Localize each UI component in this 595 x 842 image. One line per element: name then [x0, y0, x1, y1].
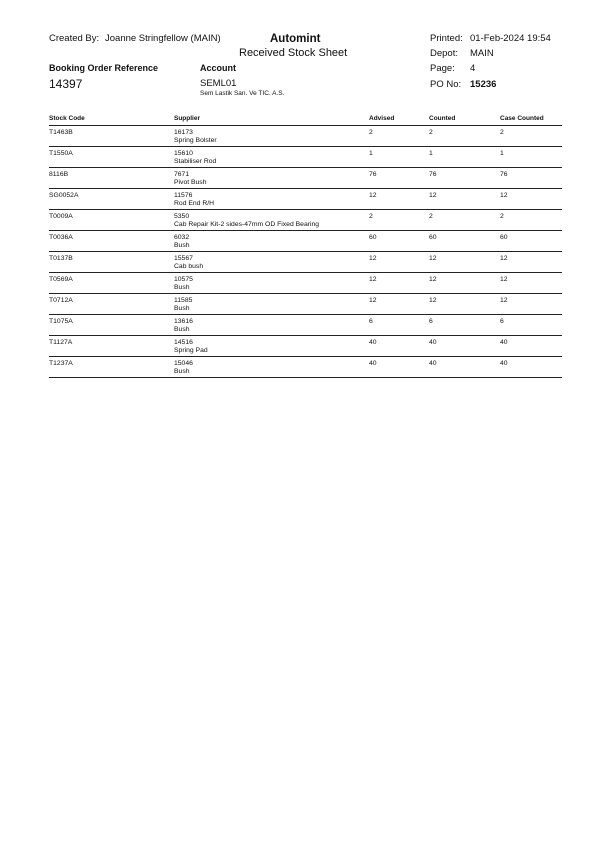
description-cell: Bush	[174, 284, 190, 291]
supplier-cell: 16173	[174, 129, 193, 136]
stock-code-cell: T0712A	[49, 297, 73, 304]
table-row	[49, 210, 562, 231]
stock-code-cell: T1237A	[49, 360, 73, 367]
table-row	[49, 231, 562, 252]
case-counted-cell: 60	[500, 234, 508, 241]
advised-cell: 1	[369, 150, 373, 157]
supplier-cell: 11585	[174, 297, 193, 304]
counted-cell: 6	[429, 318, 433, 325]
account-name: Sem Lastik San. Ve TIC. A.S.	[200, 90, 285, 97]
supplier-cell: 11576	[174, 192, 193, 199]
table-row	[49, 273, 562, 294]
stock-code-cell: T1463B	[49, 129, 73, 136]
advised-cell: 2	[369, 213, 373, 220]
counted-cell: 12	[429, 255, 437, 262]
advised-cell: 12	[369, 276, 377, 283]
created-by-value: Joanne Stringfellow (MAIN)	[105, 33, 221, 44]
case-counted-cell: 12	[500, 255, 508, 262]
table-row	[49, 168, 562, 189]
counted-cell: 76	[429, 171, 437, 178]
sheet-title: Received Stock Sheet	[239, 47, 348, 59]
description-cell: Cab bush	[174, 263, 204, 270]
advised-cell: 12	[369, 297, 377, 304]
advised-cell: 12	[369, 192, 377, 199]
supplier-cell: 15567	[174, 255, 193, 262]
col-advised: Advised	[369, 115, 395, 122]
counted-cell: 1	[429, 150, 433, 157]
description-cell: Bush	[174, 326, 190, 333]
printed-label: Printed:	[430, 33, 463, 44]
case-counted-cell: 76	[500, 171, 508, 178]
counted-cell: 12	[429, 297, 437, 304]
counted-cell: 40	[429, 360, 437, 367]
supplier-cell: 13616	[174, 318, 193, 325]
supplier-cell: 10575	[174, 276, 193, 283]
col-supplier: Supplier	[174, 115, 201, 122]
table-row	[49, 189, 562, 210]
col-case-counted: Case Counted	[500, 115, 544, 122]
description-cell: Pivot Bush	[174, 179, 207, 186]
stock-code-cell: T0036A	[49, 234, 73, 241]
depot-label: Depot:	[430, 48, 458, 59]
created-by-label: Created By:	[49, 33, 100, 44]
table-row	[49, 336, 562, 357]
table-row	[49, 147, 562, 168]
supplier-cell: 7671	[174, 171, 190, 178]
advised-cell: 76	[369, 171, 377, 178]
table-row	[49, 252, 562, 273]
printed-value: 01-Feb-2024 19:54	[470, 33, 551, 44]
case-counted-cell: 2	[500, 129, 504, 136]
page-label: Page:	[430, 63, 455, 74]
stock-code-cell: SG0052A	[49, 192, 79, 199]
advised-cell: 60	[369, 234, 377, 241]
counted-cell: 12	[429, 192, 437, 199]
stock-code-cell: T1075A	[49, 318, 73, 325]
advised-cell: 12	[369, 255, 377, 262]
table-row	[49, 357, 562, 378]
counted-cell: 12	[429, 276, 437, 283]
description-cell: Cab Repair Kit-2 sides-47mm OD Fixed Bearing	[174, 221, 320, 228]
case-counted-cell: 2	[500, 213, 504, 220]
col-counted: Counted	[429, 115, 456, 122]
stock-table	[49, 126, 562, 378]
advised-cell: 40	[369, 339, 377, 346]
description-cell: Bush	[174, 368, 190, 375]
company-name: Automint	[270, 33, 321, 45]
supplier-cell: 15610	[174, 150, 193, 157]
counted-cell: 2	[429, 129, 433, 136]
supplier-cell: 5350	[174, 213, 190, 220]
case-counted-cell: 6	[500, 318, 504, 325]
case-counted-cell: 12	[500, 192, 508, 199]
case-counted-cell: 40	[500, 360, 508, 367]
stock-code-cell: T1550A	[49, 150, 73, 157]
table-row	[49, 126, 562, 147]
depot-value: MAIN	[470, 48, 494, 59]
advised-cell: 2	[369, 129, 373, 136]
page-value: 4	[470, 63, 476, 74]
supplier-cell: 6032	[174, 234, 190, 241]
stock-code-cell: 8116B	[49, 171, 69, 178]
booking-ref-value: 14397	[49, 77, 83, 91]
advised-cell: 40	[369, 360, 377, 367]
stock-code-cell: T0137B	[49, 255, 73, 262]
description-cell: Bush	[174, 305, 190, 312]
description-cell: Stabiliser Rod	[174, 158, 217, 165]
description-cell: Bush	[174, 242, 190, 249]
counted-cell: 2	[429, 213, 433, 220]
case-counted-cell: 12	[500, 297, 508, 304]
po-label: PO No:	[430, 79, 462, 90]
stock-code-cell: T1127A	[49, 339, 73, 346]
case-counted-cell: 40	[500, 339, 508, 346]
counted-cell: 60	[429, 234, 437, 241]
col-stock-code: Stock Code	[49, 115, 85, 122]
account-label: Account	[200, 63, 236, 73]
advised-cell: 6	[369, 318, 373, 325]
description-cell: Spring Bolster	[174, 137, 217, 144]
description-cell: Rod End R/H	[174, 200, 215, 207]
stock-code-cell: T0569A	[49, 276, 73, 283]
case-counted-cell: 1	[500, 150, 504, 157]
case-counted-cell: 12	[500, 276, 508, 283]
table-row	[49, 294, 562, 315]
stock-code-cell: T0009A	[49, 213, 73, 220]
table-row	[49, 315, 562, 336]
po-value: 15236	[470, 79, 497, 90]
supplier-cell: 15046	[174, 360, 193, 367]
booking-ref-label: Booking Order Reference	[49, 63, 159, 73]
description-cell: Spring Pad	[174, 347, 208, 354]
counted-cell: 40	[429, 339, 437, 346]
account-code: SEML01	[200, 78, 237, 89]
supplier-cell: 14516	[174, 339, 193, 346]
